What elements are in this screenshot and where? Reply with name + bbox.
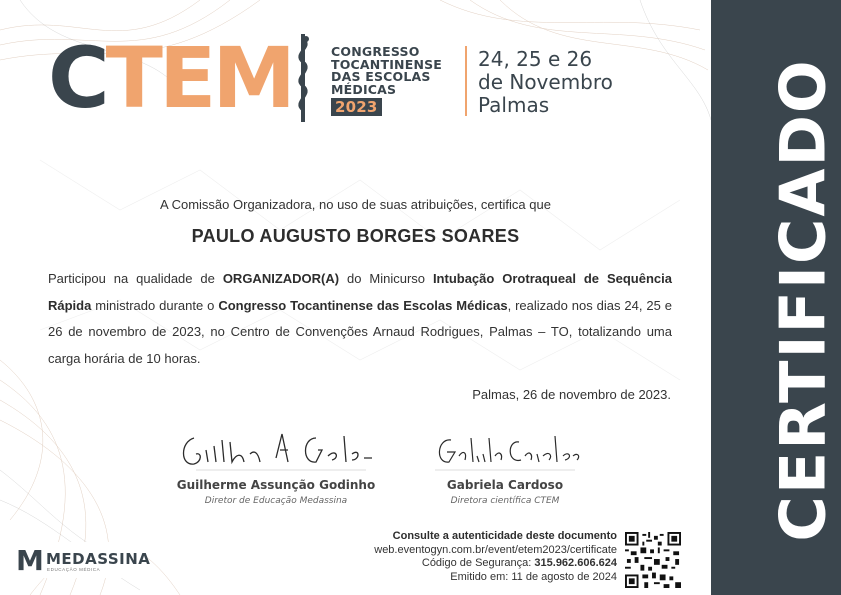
- event-dates: [478, 48, 613, 117]
- body-text: do Minicurso: [339, 271, 433, 286]
- intro-text: A Comissão Organizadora, no uso de suas atribuições, certifica que: [160, 197, 551, 212]
- event-city: Palmas: [478, 93, 550, 117]
- medassina-name: MEDASSINA: [46, 550, 151, 568]
- dates-month: de Novembro: [478, 70, 613, 94]
- verification-url[interactable]: web.eventogyn.com.br/event/etem2023/certificate: [374, 543, 617, 556]
- event-name: Congresso Tocantinense das Escolas Médicas: [218, 297, 508, 313]
- signatory-name: Gabriela Cardoso: [446, 478, 564, 492]
- verification-info: [374, 530, 617, 584]
- verification-heading: Consulte a autenticidade deste documento: [392, 530, 617, 542]
- signature-image: [425, 428, 585, 478]
- recipient-name: PAULO AUGUSTO BORGES SOARES: [191, 226, 520, 246]
- congress-line: TOCANTINENSE: [331, 56, 443, 72]
- body-text: , realizado nos dias 24, 25 e 26 de novembro de 2023, no Centro de Convenções Arnaud Rodrigues, Palmas – TO, totalizando uma carga horária de 10 horas.: [48, 297, 673, 366]
- participant-role: ORGANIZADOR(A): [222, 271, 340, 286]
- signature-block-2: [420, 428, 590, 506]
- certificate-sidebar: [711, 0, 841, 595]
- congress-line: CONGRESSO: [331, 44, 420, 59]
- ctem-logo: CTEM: [48, 29, 292, 127]
- caduceus-icon: [290, 32, 316, 124]
- certificate-title: CERTIFICADO: [766, 58, 840, 542]
- issued-date: Emitido em: 11 de agosto de 2024: [450, 570, 617, 583]
- signature-block-1: [166, 428, 386, 506]
- header-divider: [465, 46, 467, 116]
- signatory-name: Guilherme Assunção Godinho: [176, 478, 376, 492]
- security-code: 315.962.606.624: [534, 557, 617, 569]
- signatory-role: Diretor de Educação Medassina: [204, 496, 348, 506]
- signature-image: [176, 428, 376, 478]
- congress-line: DAS ESCOLAS: [331, 69, 431, 84]
- place-date: Palmas, 26 de novembro de 2023.: [472, 387, 671, 402]
- medassina-logo: [16, 542, 151, 578]
- signatory-role: Diretora científica CTEM: [450, 496, 560, 506]
- congress-name: [331, 46, 442, 116]
- year-badge: 2023: [331, 98, 382, 116]
- security-code-label: Código de Segurança:: [421, 557, 535, 569]
- security-code-line: [374, 557, 617, 571]
- qr-code-icon[interactable]: [625, 532, 681, 588]
- certificate-body: [48, 266, 672, 372]
- dates-line: 24, 25 e 26: [478, 47, 593, 71]
- congress-line: MÉDICAS: [331, 81, 397, 97]
- body-text: ministrado durante o: [91, 297, 219, 313]
- body-text: Participou na qualidade de: [48, 271, 223, 286]
- course-name: Intubação Orotraqueal de Sequência Rápida: [48, 271, 672, 313]
- medassina-icon: M: [16, 544, 44, 577]
- medassina-tagline: EDUCAÇÃO MÉDICA: [47, 567, 101, 572]
